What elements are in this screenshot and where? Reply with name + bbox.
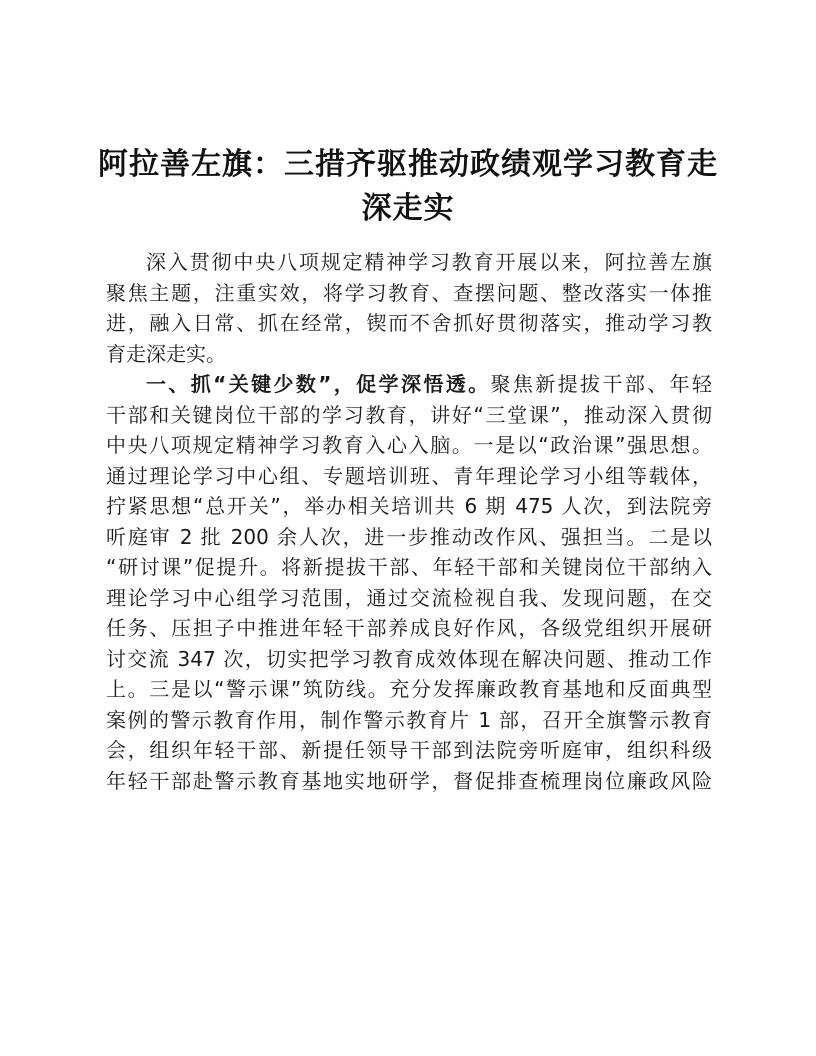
text-line: “研讨课”促提升。将新提拔干部、年轻干部和关键岗位干部纳入 <box>106 555 712 579</box>
text-line: 干部和关键岗位干部的学习教育，讲好“三堂课”，推动深入贯彻 <box>106 402 712 427</box>
text-line: 任务、压担子中推进年轻干部养成良好作风，各级党组织开展研 <box>106 616 712 640</box>
text-line: 理论学习中心组学习范围，通过交流检视自我、发现问题，在交 <box>106 585 712 610</box>
text-line: 讨交流 347 次，切实把学习教育成效体现在解决问题、推动工作 <box>106 646 712 671</box>
text-line: 年轻干部赴警示教育基地实地研学，督促排查梳理岗位廉政风险 <box>106 768 712 793</box>
title-line-1: 阿拉善左旗：三措齐驱推动政绩观学习教育走 <box>98 147 718 182</box>
text-line: 育走深走实。 <box>106 341 226 366</box>
text-line: 听庭审 2 批 200 余人次，进一步推动改作风、强担当。二是以 <box>106 524 712 549</box>
text-line: 进，融入日常、抓在经常，锲而不舍抓好贯彻落实，推动学习教 <box>106 311 712 335</box>
text-line: 会，组织年轻干部、新提任领导干部到法院旁听庭审，组织科级 <box>106 738 712 762</box>
text-line: 深入贯彻中央八项规定精神学习教育开展以来，阿拉善左旗 <box>146 250 712 274</box>
document-body <box>106 247 712 796</box>
paragraph-intro <box>106 247 712 369</box>
text-line: 上。三是以“警示课”筑防线。充分发挥廉政教育基地和反面典型 <box>106 677 712 701</box>
text-run: 聚焦新提拔干部、年轻 <box>490 372 712 396</box>
paragraph-section-one <box>106 369 712 796</box>
text-line: 聚焦主题，注重实效，将学习教育、查摆问题、整改落实一体推 <box>106 280 712 305</box>
title-line-2: 深走实 <box>361 191 455 226</box>
text-line <box>106 369 712 400</box>
text-line: 拧紧思想“总开关”，举办相关培训共 6 期 475 人次，到法院旁 <box>106 494 712 518</box>
document-title <box>80 143 736 231</box>
text-line: 通过理论学习中心组、专题培训班、青年理论学习小组等载体， <box>106 463 712 488</box>
text-line: 中央八项规定精神学习教育入心入脑。一是以“政治课”强思想。 <box>106 433 712 457</box>
text-line: 案例的警示教育作用，制作警示教育片 1 部，召开全旗警示教育 <box>106 707 712 732</box>
section-heading: 一、抓“关键少数”，促学深悟透。 <box>146 372 491 396</box>
